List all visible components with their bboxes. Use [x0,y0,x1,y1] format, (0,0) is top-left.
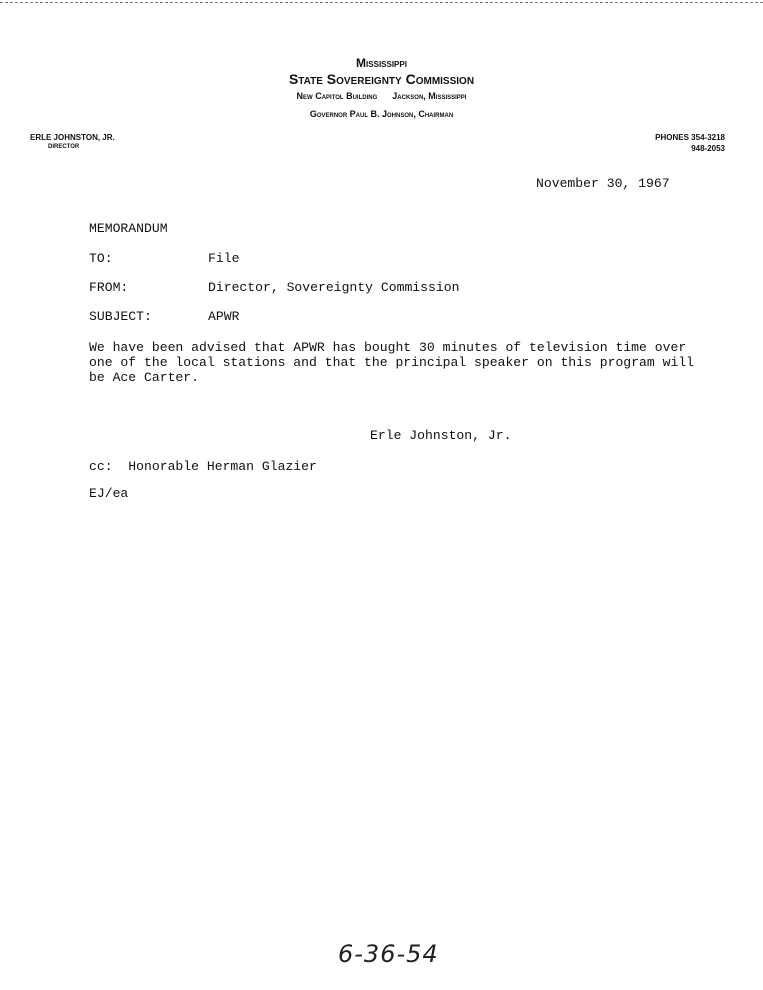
memo-type: MEMORANDUM [89,221,168,236]
memo-date: November 30, 1967 [536,176,670,191]
body-line: We have been advised that APWR has bought 30 minutes of television time over [89,340,687,355]
from-value: Director, Sovereignty Commission [208,280,460,295]
letterhead-state: Mississippi [356,56,407,70]
body-line: one of the local stations and that the principal speaker on this program will [89,355,695,370]
phones-line-1: PHONES 354-3218 [655,133,725,142]
to-value: File [208,251,240,266]
handwritten-file-number: 6-36-54 [338,940,439,968]
director-name: ERLE JOHNSTON, JR. [30,133,115,142]
subject-label: SUBJECT: [89,309,152,324]
scan-edge [0,2,763,3]
to-label: TO: [89,251,113,266]
initials: EJ/ea [89,486,129,501]
letterhead-agency: State Sovereignty Commission [288,71,475,87]
body-line: be Ace Carter. [89,370,200,385]
director-title: DIRECTOR [48,144,80,150]
signature: Erle Johnston, Jr. [370,428,512,443]
phones-line-2: 948-2053 [691,144,725,153]
subject-value: APWR [208,309,240,324]
address-building: New Capitol Building [296,91,378,101]
cc-line: cc: Honorable Herman Glazier [89,459,317,474]
address-city: Jackson, Mississippi [392,91,467,101]
from-label: FROM: [89,280,129,295]
letterhead-address [0,91,763,101]
letterhead-chairman: Governor Paul B. Johnson, Chairman [309,109,454,119]
